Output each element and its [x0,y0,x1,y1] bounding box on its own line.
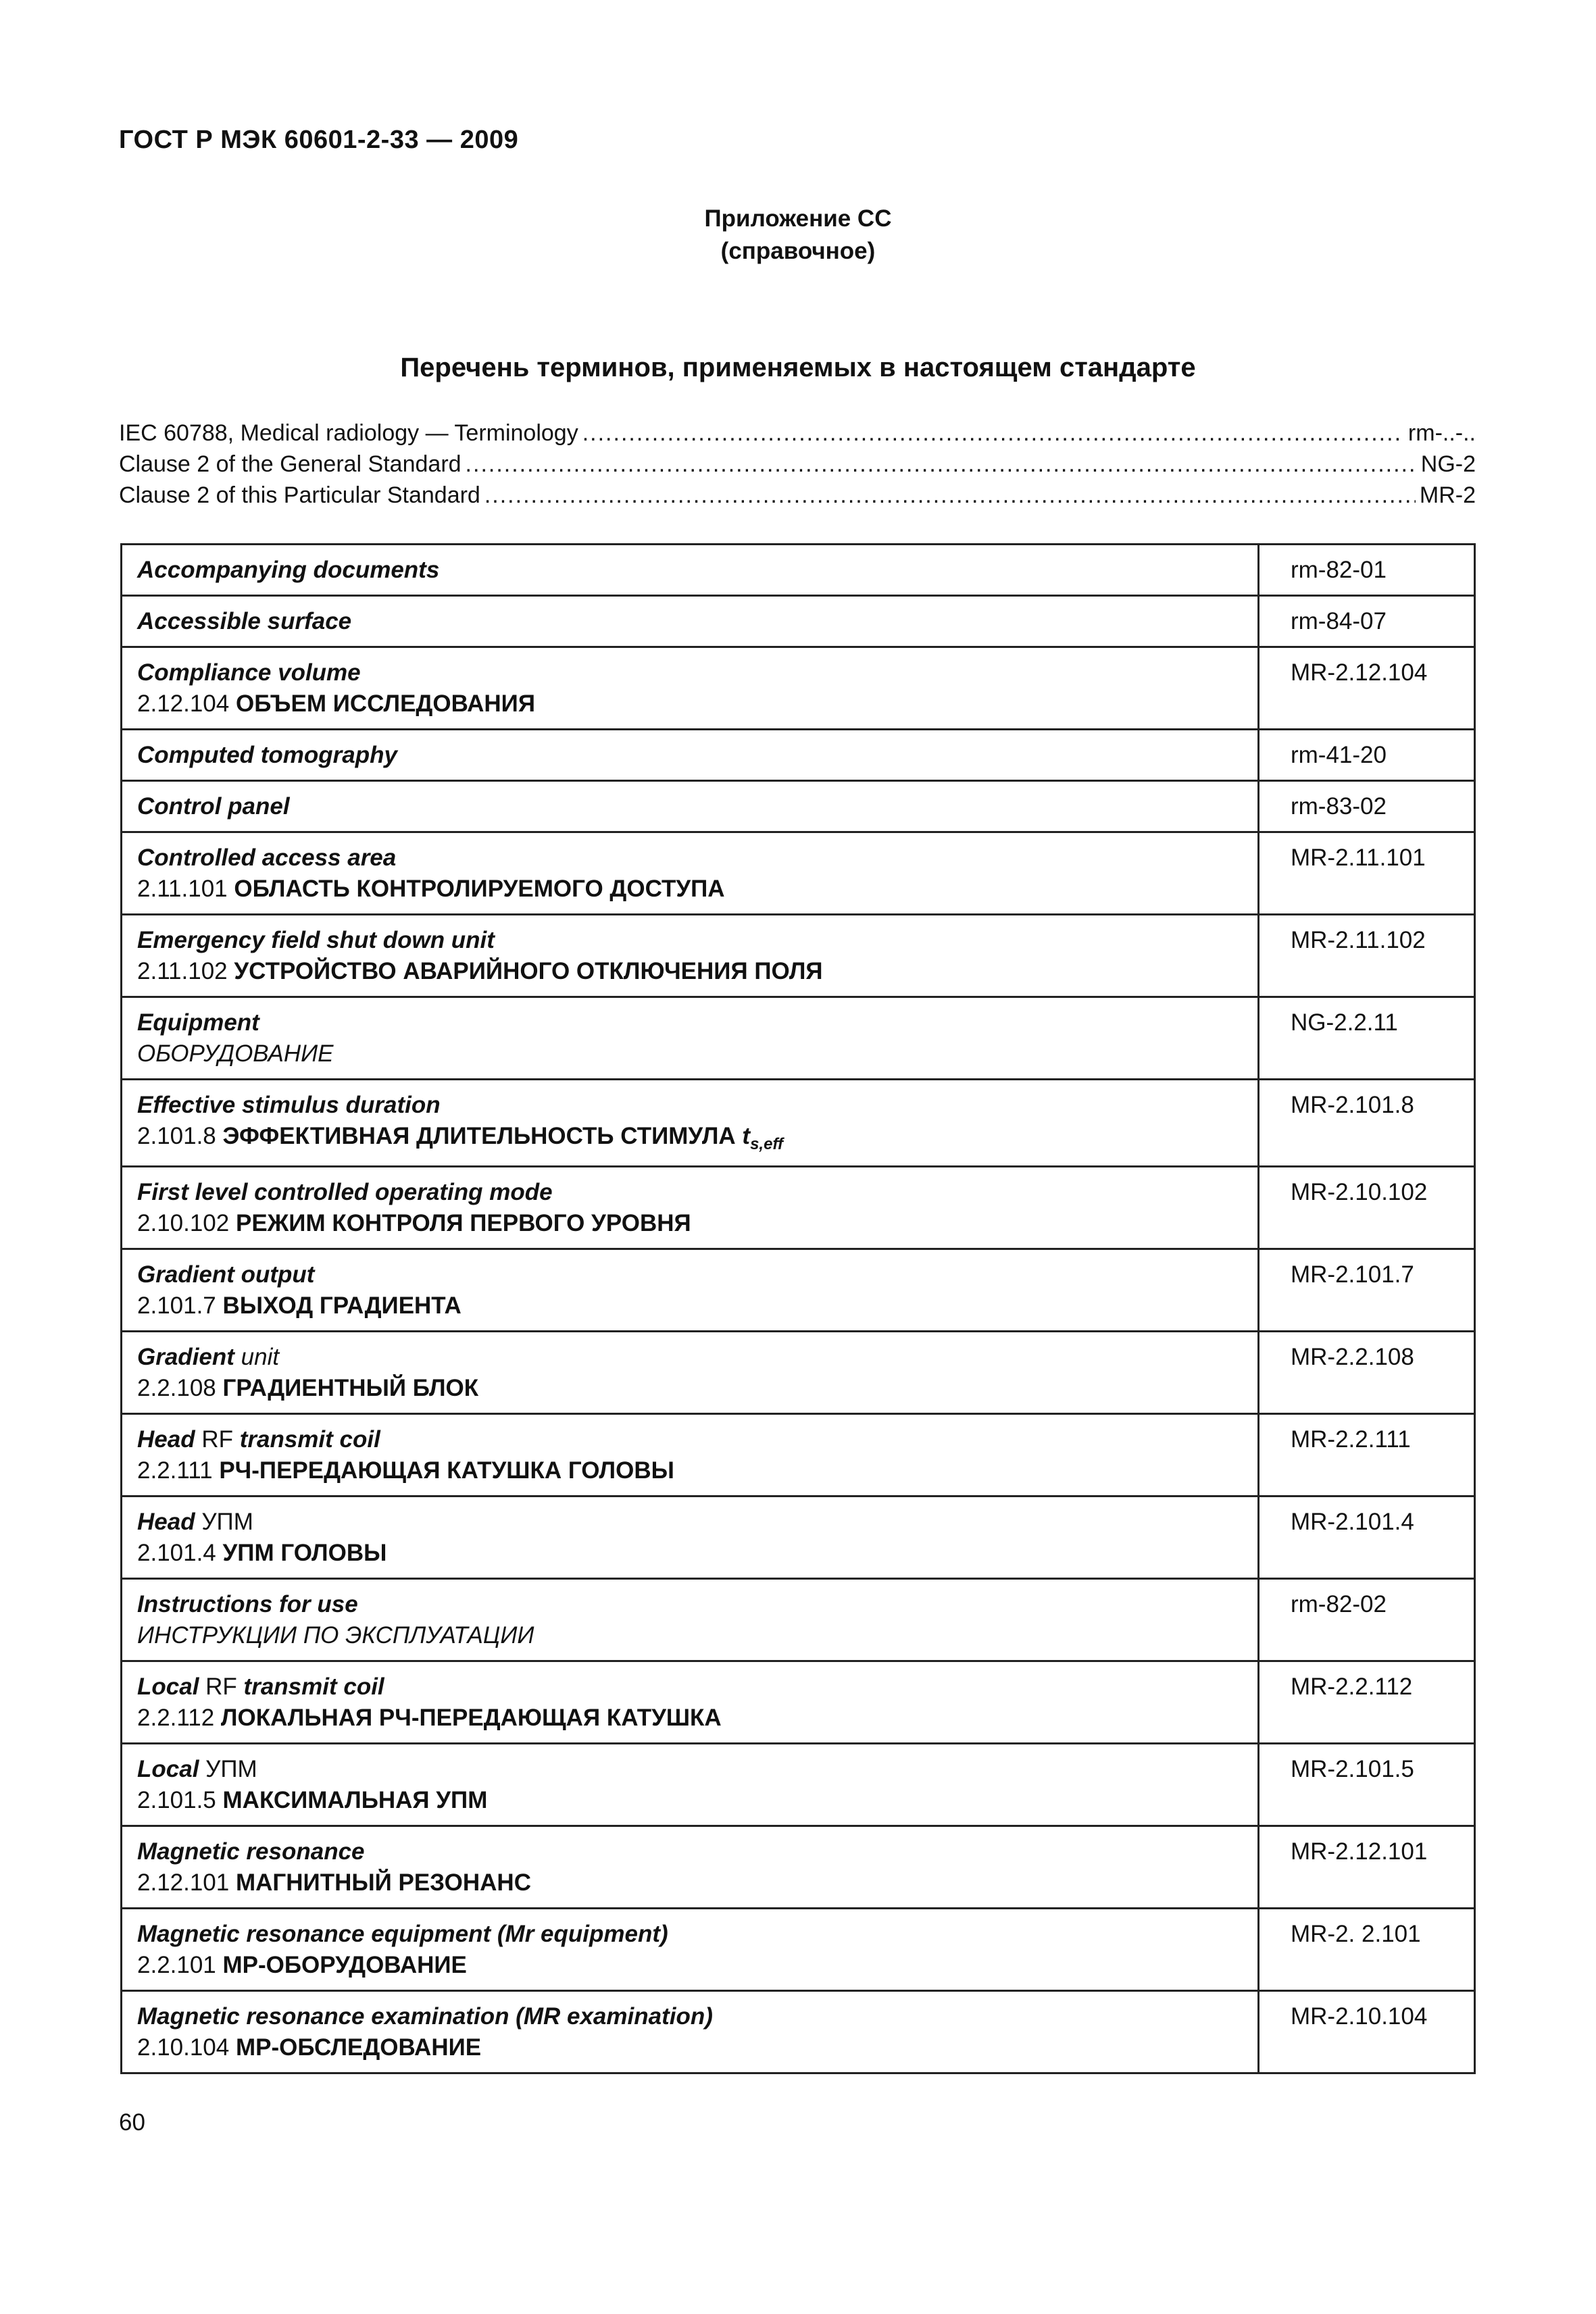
english-term-text: Local [137,1674,199,1700]
reference-code-cell: MR-2.2.111 [1259,1414,1475,1496]
term-cell [122,1826,1259,1909]
terms-table-body [122,545,1475,2073]
term-cell [122,997,1259,1080]
english-term-text: Magnetic resonance equipment (Mr equipment) [137,1921,668,1947]
annex-subtitle: (справочное) [720,238,876,264]
page-number: 60 [119,2109,145,2136]
references-list [119,420,1476,513]
dot-leader [582,420,1404,447]
clause-number: 2.2.111 [137,1457,213,1484]
russian-term-text: МАКСИМАЛЬНАЯ УПМ [222,1787,488,1813]
reference-code-cell: MR-2.2.108 [1259,1332,1475,1414]
term-cell [122,1249,1259,1332]
dot-leader [466,451,1417,478]
reference-label: Clause 2 of this Particular Standard [119,482,480,508]
clause-number: 2.101.4 [137,1540,216,1566]
russian-term [137,956,1243,987]
english-term-text: Computed tomography [137,742,397,768]
table-row [122,1991,1475,2073]
english-term-text: Effective stimulus duration [137,1092,441,1118]
english-term [137,1424,1243,1455]
table-row [122,647,1475,730]
russian-term-text: ИНСТРУКЦИИ ПО ЭКСПЛУАТАЦИИ [137,1622,534,1649]
russian-term-text: МР-ОБОРУДОВАНИЕ [222,1952,467,1978]
russian-term-text: УСТРОЙСТВО АВАРИЙНОГО ОТКЛЮЧЕНИЯ ПОЛЯ [234,958,823,984]
english-term-text: First level controlled operating mode [137,1179,553,1205]
russian-term-text: ОБЛАСТЬ КОНТРОЛИРУЕМОГО ДОСТУПА [234,876,725,902]
english-term-text: Gradient output [137,1261,315,1288]
clause-number: 2.10.102 [137,1210,230,1236]
russian-term [137,1038,1243,1070]
table-row [122,1909,1475,1991]
english-term-text: Head [137,1426,195,1453]
russian-term-text: ГРАДИЕНТНЫЙ БЛОК [222,1375,479,1401]
english-term-text: Control panel [137,793,290,820]
reference-code-cell: MR-2.11.101 [1259,832,1475,915]
table-row [122,1167,1475,1249]
russian-term [137,1867,1243,1898]
reference-code-cell: rm-82-02 [1259,1579,1475,1661]
english-term-tail: transmit coil [239,1426,380,1453]
clause-number: 2.11.102 [137,958,228,984]
english-term [137,1754,1243,1785]
reference-code-cell: rm-82-01 [1259,545,1475,596]
russian-term-text: РЕЖИМ КОНТРОЛЯ ПЕРВОГО УРОВНЯ [235,1210,691,1236]
english-term [137,1589,1243,1620]
term-cell [122,1991,1259,2073]
terms-table [120,543,1476,2074]
table-row [122,730,1475,781]
term-cell [122,915,1259,997]
russian-term [137,1703,1243,1734]
reference-code-cell: rm-84-07 [1259,596,1475,647]
russian-term [137,1785,1243,1816]
english-term-text: Instructions for use [137,1591,358,1617]
reference-label: IEC 60788, Medical radiology — Terminology [119,420,578,446]
english-term-text: Local [137,1756,199,1782]
clause-number: 2.12.104 [137,690,230,717]
document-title: Перечень терминов, применяемых в настоящем стандарте [400,353,1196,382]
annex-heading [0,203,1596,268]
clause-number: 2.101.8 [137,1123,216,1149]
english-term-text: Controlled access area [137,845,397,871]
clause-number: 2.11.101 [137,876,228,902]
reference-code-cell: MR-2.101.8 [1259,1080,1475,1167]
term-cell [122,1744,1259,1826]
term-cell [122,781,1259,832]
table-row [122,545,1475,596]
reference-code-cell: MR-2.10.104 [1259,1991,1475,2073]
term-cell [122,545,1259,596]
russian-term-text: РЧ-ПЕРЕДАЮЩАЯ КАТУШКА ГОЛОВЫ [219,1457,674,1484]
table-row [122,1332,1475,1414]
table-row [122,1414,1475,1496]
term-cell [122,1909,1259,1991]
table-row [122,1579,1475,1661]
english-term [137,606,1243,637]
term-cell [122,1332,1259,1414]
english-term-tail: transmit coil [243,1674,384,1700]
term-cell [122,1661,1259,1744]
russian-term [137,1620,1243,1651]
term-cell [122,1496,1259,1579]
english-term-plain: RF [205,1674,237,1700]
english-term [137,1007,1243,1038]
clause-number: 2.12.101 [137,1869,230,1896]
english-term [137,740,1243,771]
reference-line [119,451,1476,482]
english-term-text: Magnetic resonance [137,1838,365,1865]
reference-line [119,420,1476,451]
symbol [742,1123,783,1153]
reference-code-cell: MR-2.101.7 [1259,1249,1475,1332]
english-term-text: Compliance volume [137,659,361,686]
russian-term [137,1290,1243,1322]
english-term-text: Emergency field shut down unit [137,927,495,953]
russian-term-text: МР-ОБСЛЕДОВАНИЕ [235,2034,482,2061]
reference-code-cell: MR-2.12.101 [1259,1826,1475,1909]
russian-term [137,2032,1243,2063]
english-term-text: Gradient [137,1344,234,1370]
russian-term-text: ОБОРУДОВАНИЕ [137,1040,334,1067]
table-row [122,832,1475,915]
clause-number: 2.101.7 [137,1292,216,1319]
english-term [137,1919,1243,1950]
russian-term-text: МАГНИТНЫЙ РЕЗОНАНС [235,1869,531,1896]
table-row [122,1744,1475,1826]
annex-title: Приложение СС [704,205,892,232]
english-term [137,925,1243,956]
russian-term-text: УПМ ГОЛОВЫ [222,1540,387,1566]
english-term [137,657,1243,688]
dot-leader [484,482,1416,509]
english-term [137,1836,1243,1867]
reference-code: NG-2 [1420,451,1476,477]
russian-term-text: ЭФФЕКТИВНАЯ ДЛИТЕЛЬНОСТЬ СТИМУЛА [222,1123,736,1149]
table-row [122,997,1475,1080]
symbol-subscript: s,eff [750,1135,783,1153]
english-term-text: Accompanying documents [137,557,440,583]
russian-term [137,1538,1243,1569]
table-row [122,781,1475,832]
reference-code-cell: MR-2.11.102 [1259,915,1475,997]
reference-code-cell: NG-2.2.11 [1259,997,1475,1080]
term-cell [122,1080,1259,1167]
english-term-text: Equipment [137,1009,259,1036]
term-cell [122,1579,1259,1661]
russian-term-text: ВЫХОД ГРАДИЕНТА [222,1292,462,1319]
reference-code-cell: MR-2.10.102 [1259,1167,1475,1249]
reference-code-cell: MR-2.101.5 [1259,1744,1475,1826]
english-term [137,2001,1243,2032]
english-term [137,842,1243,874]
english-term-plain: УПМ [201,1509,253,1535]
reference-label: Clause 2 of the General Standard [119,451,462,477]
reference-code-cell: rm-83-02 [1259,781,1475,832]
english-term-text: Head [137,1509,195,1535]
english-term-light: unit [241,1344,280,1370]
term-cell [122,596,1259,647]
term-cell [122,832,1259,915]
term-cell [122,730,1259,781]
russian-term [137,1950,1243,1981]
reference-code-cell: MR-2.101.4 [1259,1496,1475,1579]
russian-term-text: ОБЪЕМ ИССЛЕДОВАНИЯ [235,690,535,717]
table-row [122,915,1475,997]
term-cell [122,1167,1259,1249]
english-term-text: Magnetic resonance examination (MR examination) [137,2003,713,2030]
reference-code: rm-..-.. [1407,420,1476,446]
english-term [137,791,1243,822]
english-term [137,1090,1243,1121]
russian-term [137,1455,1243,1486]
clause-number: 2.10.104 [137,2034,230,2061]
english-term [137,1507,1243,1538]
russian-term [137,1208,1243,1239]
table-row [122,1496,1475,1579]
english-term [137,1671,1243,1703]
clause-number: 2.2.101 [137,1952,216,1978]
clause-number: 2.2.108 [137,1375,216,1401]
table-row [122,596,1475,647]
russian-term [137,1121,1243,1160]
table-row [122,1661,1475,1744]
english-term [137,1177,1243,1208]
russian-term [137,874,1243,905]
english-term [137,1259,1243,1290]
reference-code: MR-2 [1419,482,1476,508]
table-row [122,1826,1475,1909]
symbol-main: t [742,1123,751,1149]
english-term [137,1342,1243,1373]
reference-code-cell: rm-41-20 [1259,730,1475,781]
english-term [137,555,1243,586]
term-cell [122,1414,1259,1496]
english-term-plain: УПМ [205,1756,257,1782]
reference-code-cell: MR-2. 2.101 [1259,1909,1475,1991]
reference-code-cell: MR-2.2.112 [1259,1661,1475,1744]
reference-code-cell: MR-2.12.104 [1259,647,1475,730]
clause-number: 2.101.5 [137,1787,216,1813]
russian-term-text: ЛОКАЛЬНАЯ РЧ-ПЕРЕДАЮЩАЯ КАТУШКА [220,1705,722,1731]
russian-term [137,688,1243,720]
table-row [122,1080,1475,1167]
table-row [122,1249,1475,1332]
reference-line [119,482,1476,513]
document-header: ГОСТ Р МЭК 60601-2-33 — 2009 [119,126,519,154]
english-term-plain: RF [201,1426,233,1453]
russian-term [137,1373,1243,1404]
clause-number: 2.2.112 [137,1705,215,1731]
term-cell [122,647,1259,730]
english-term-text: Accessible surface [137,608,352,634]
